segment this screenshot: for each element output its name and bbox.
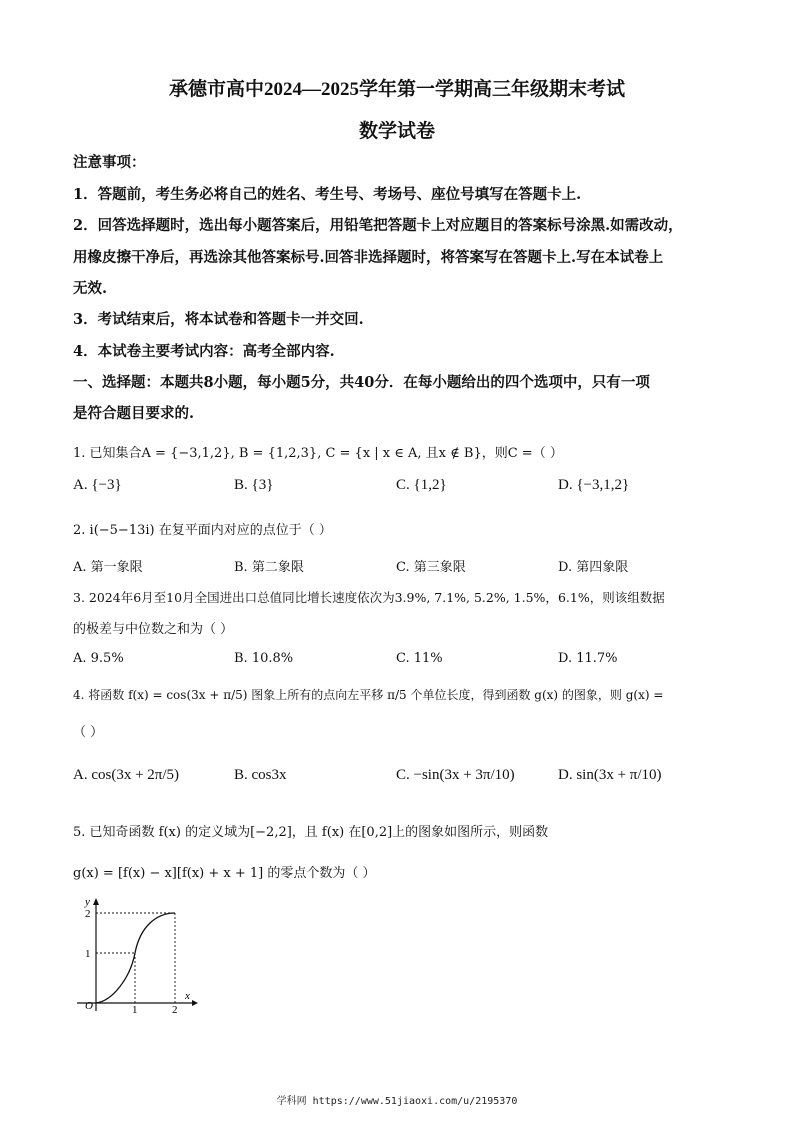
x-tick-2: 2: [172, 1004, 178, 1013]
note-2a: 2．回答选择题时，选出每小题答案后，用铅笔把答题卡上对应题目的答案标号涂黑.如需改动，: [73, 217, 683, 234]
q4-option-d: D. sin(3x + π/10): [558, 767, 662, 783]
q4-option-c: C. −sin(3x + 3π/10): [396, 767, 515, 783]
section-heading-line2: 是符合题目要求的.: [73, 405, 195, 422]
note-1: 1．答题前，考生务必将自己的姓名、考生号、考场号、座位号填写在答题卡上.: [73, 186, 582, 203]
exam-title: 承德市高中2024—2025学年第一学期高三年级期末考试: [168, 79, 625, 100]
q3-option-d: D. 11.7%: [558, 651, 618, 666]
note-2c: 无效.: [73, 280, 108, 297]
q1-option-b: B. {3}: [234, 477, 274, 493]
y-label: y: [85, 896, 90, 908]
q3-option-c: C. 11%: [396, 651, 443, 666]
y-tick-2: 2: [85, 908, 91, 920]
q1-option-c: C. {1,2}: [396, 477, 447, 493]
note-3: 3．考试结束后，将本试卷和答题卡一并交回.: [73, 311, 364, 328]
function-curve: [96, 913, 175, 1003]
q3-option-b: B. 10.8%: [234, 651, 294, 666]
q2-option-d: D. 第四象限: [558, 560, 629, 575]
x-axis-arrow: [192, 1000, 198, 1006]
section-heading-line1: 一、选择题：本题共8小题，每小题5分，共40分．在每小题给出的四个选项中，只有一项: [73, 374, 650, 391]
q4-option-a: A. cos(3x + 2π/5): [73, 767, 180, 783]
q5-function-graph: [72, 893, 202, 1013]
notes-heading: 注意事项：: [73, 154, 146, 171]
question-5-line2: g(x) = [f(x) − x][f(x) + x + 1] 的零点个数为（ ）: [73, 866, 376, 881]
origin-label: O: [85, 1000, 93, 1012]
q2-option-b: B. 第二象限: [234, 560, 304, 575]
q1-option-d: D. {−3,1,2}: [558, 477, 630, 493]
note-4: 4．本试卷主要考试内容：高考全部内容.: [73, 343, 335, 360]
x-tick-1: 1: [132, 1004, 138, 1013]
question-4-line1: 4. 将函数 f(x) = cos(3x + π/5) 图象上所有的点向左平移 π/5 个单位长度，得到函数 g(x) 的图象，则 g(x) =: [73, 688, 664, 702]
q3-option-a: A. 9.5%: [73, 651, 124, 666]
x-label: x: [185, 990, 190, 1002]
note-2b: 用橡皮擦干净后，再选涂其他答案标号.回答非选择题时，将答案写在答题卡上.写在本试卷上: [73, 249, 664, 266]
y-axis-arrow: [93, 898, 99, 905]
question-2: 2. i(−5−13i) 在复平面内对应的点位于（ ）: [73, 523, 332, 538]
q1-option-a: A. {−3}: [73, 477, 122, 493]
q2-option-c: C. 第三象限: [396, 560, 466, 575]
question-3-line2: 的极差与中位数之和为（ ）: [73, 622, 234, 637]
question-5-line1: 5. 已知奇函数 f(x) 的定义域为[−2,2]，且 f(x) 在[0,2]上的图象如图所示，则函数: [73, 825, 549, 840]
q2-option-a: A. 第一象限: [73, 560, 143, 575]
footer-watermark-link[interactable]: 学科网 https://www.51jiaoxi.com/u/2195370: [276, 1096, 518, 1107]
y-tick-1: 1: [85, 948, 91, 960]
question-3-line1: 3. 2024年6月至10月全国进出口总值同比增长速度依次为3.9%, 7.1%, 5.2%, 1.5%，6.1%，则该组数据: [73, 590, 665, 605]
exam-subtitle: 数学试卷: [358, 121, 435, 142]
q4-option-b: B. cos3x: [234, 767, 287, 783]
question-1: 1. 已知集合A = {−3,1,2}, B = {1,2,3}, C = {x | x ∈ A, 且x ∉ B}，则C =（ ）: [73, 446, 563, 461]
question-4-line2: （ ）: [73, 725, 104, 740]
